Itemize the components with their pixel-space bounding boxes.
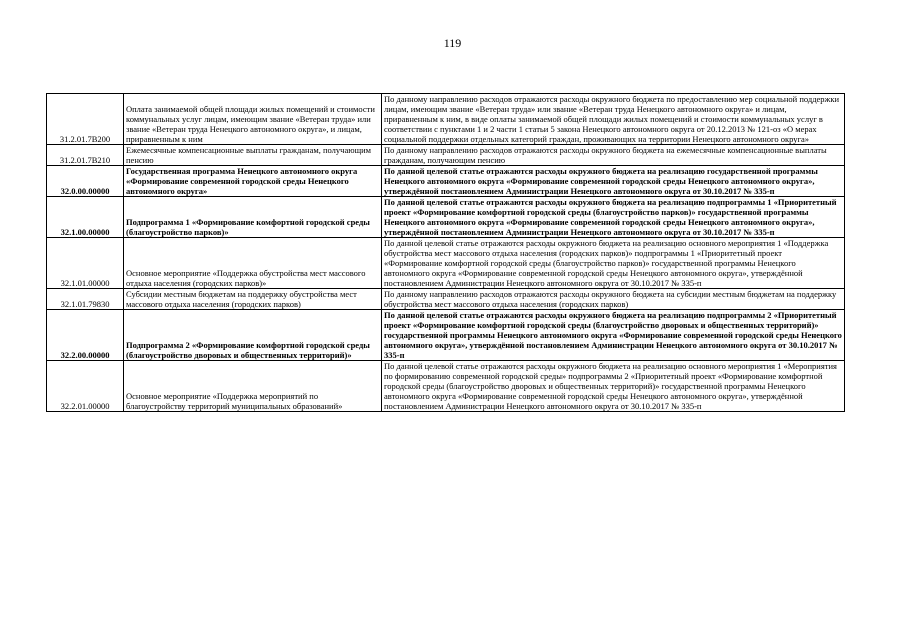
row-name: Основное мероприятие «Поддержка обустройства мест массового отдыха населения (городских парков)» <box>124 238 382 289</box>
row-name: Государственная программа Ненецкого автономного округа «Формирование современной городской среды Ненецкого автономного округа» <box>124 166 382 197</box>
table-row <box>47 238 845 289</box>
row-description: По данной целевой статье отражаются расходы окружного бюджета на реализацию подпрограммы 1 «Приоритетный проект «Формирование комфортной городской среды (благоустройство парков)» государственной программы Ненецкого автономного округа «Формирование современной городской среды Ненецкого автономного округа», утверждённой постановлением Администрации Ненецкого автономного округа от 30.10.2017 № 335-п <box>382 197 845 238</box>
budget-classification-table <box>46 93 845 412</box>
row-name: Ежемесячные компенсационные выплаты гражданам, получающим пенсию <box>124 145 382 166</box>
row-name: Оплата занимаемой общей площади жилых помещений и стоимости коммунальных услуг лицам, имеющим звание «Ветеран труда» или звание «Ветеран труда Ненецкого автономного округа», и лицам, приравненным к ним <box>124 94 382 145</box>
row-description: По данной целевой статье отражаются расходы окружного бюджета на реализацию основного мероприятия 1 «Поддержка обустройства мест массового отдыха населения (городских парков)» подпрограммы 1 «Приоритетный проект «Формирование комфортной городской среды (благоустройство парков)» государственной программы Ненецкого автономного округа «Формирование современной городской среды Ненецкого автономного округа», утверждённой постановлением Администрации Ненецкого автономного округа от 30.10.2017 № 335-п <box>382 238 845 289</box>
row-code: 32.0.00.00000 <box>47 166 124 197</box>
table-row <box>47 310 845 361</box>
row-description: По данной целевой статье отражаются расходы окружного бюджета на реализацию государственной программы Ненецкого автономного округа «Формирование современной городской среды Ненецкого автономного округа», утверждённой постановлением Администрации Ненецкого автономного округа от 30.10.2017 № 335-п <box>382 166 845 197</box>
table-row <box>47 166 845 197</box>
row-code: 32.2.00.00000 <box>47 310 124 361</box>
row-name: Основное мероприятие «Поддержка мероприятий по благоустройству территорий муниципальных образований» <box>124 361 382 412</box>
row-code: 32.1.01.79830 <box>47 289 124 310</box>
row-code: 31.2.01.7В200 <box>47 94 124 145</box>
table-row <box>47 361 845 412</box>
row-name: Подпрограмма 2 «Формирование комфортной городской среды (благоустройство дворовых и общественных территорий)» <box>124 310 382 361</box>
row-code: 32.2.01.00000 <box>47 361 124 412</box>
table-row <box>47 94 845 145</box>
row-description: По данной целевой статье отражаются расходы окружного бюджета на реализацию основного мероприятия 1 «Мероприятия по формированию современной городской среды» подпрограммы 2 «Приоритетный проект «Формирование комфортной городской среды (благоустройство дворовых и общественных территорий)» государственной программы Ненецкого автономного округа «Формирование современной городской среды Ненецкого автономного округа», утверждённой постановлением Администрации Ненецкого автономного округа от 30.10.2017 № 335-п <box>382 361 845 412</box>
row-description: По данной целевой статье отражаются расходы окружного бюджета на реализацию подпрограммы 2 «Приоритетный проект «Формирование комфортной городской среды (благоустройство дворовых и общественных территорий)» государственной программы Ненецкого автономного округа «Формирование современной городской среды Ненецкого автономного округа», утверждённой постановлением Администрации Ненецкого автономного округа от 30.10.2017 № 335-п <box>382 310 845 361</box>
table-row <box>47 145 845 166</box>
row-code: 32.1.01.00000 <box>47 238 124 289</box>
row-name: Субсидии местным бюджетам на поддержку обустройства мест массового отдыха населения (городских парков) <box>124 289 382 310</box>
row-description: По данному направлению расходов отражаются расходы окружного бюджета по предоставлению мер социальной поддержки лицам, имеющим звание «Ветеран труда» или звание «Ветеран труда Ненецкого автономного округа» и лицам, приравненным к ним, в виде оплаты занимаемой общей площади жилых помещений и стоимости коммунальных услуг в соответствии с пунктами 1 и 2 части 1 статьи 5 закона Ненецкого автономного округа от 20.12.2013 № 121-оз «О мерах социальной поддержки отдельных категорий граждан, проживающих на территории Ненецкого автономного округа» <box>382 94 845 145</box>
page-number: 119 <box>443 36 462 50</box>
row-description: По данному направлению расходов отражаются расходы окружного бюджета на ежемесячные компенсационные выплаты гражданам, получающим пенсию <box>382 145 845 166</box>
row-code: 31.2.01.7В210 <box>47 145 124 166</box>
row-name: Подпрограмма 1 «Формирование комфортной городской среды (благоустройство парков)» <box>124 197 382 238</box>
row-description: По данному направлению расходов отражаются расходы окружного бюджета на субсидии местным бюджетам на поддержку обустройства мест массового отдыха населения (городских парков) <box>382 289 845 310</box>
table-row <box>47 197 845 238</box>
table-row <box>47 289 845 310</box>
row-code: 32.1.00.00000 <box>47 197 124 238</box>
